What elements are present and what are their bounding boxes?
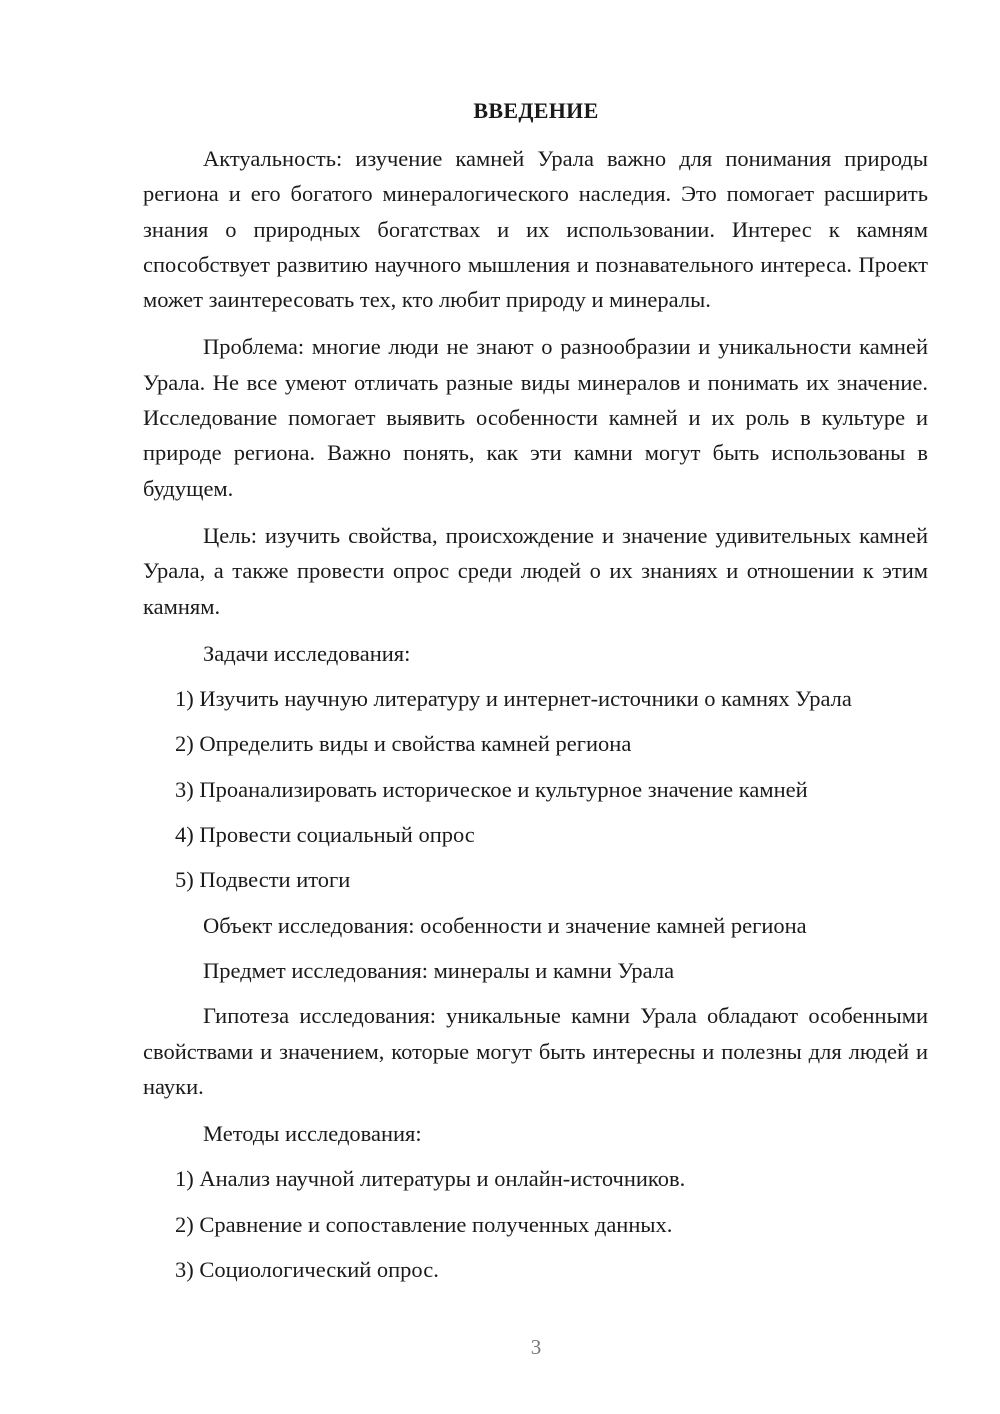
task-item-2: 2) Определить виды и свойства камней региона [175, 731, 632, 757]
tasks-heading: Задачи исследования: [203, 640, 411, 666]
research-object: Объект исследования: особенности и значение камней региона [203, 912, 807, 938]
method-item-2: 2) Сравнение и сопоставление полученных данных. [175, 1211, 673, 1237]
page-number: 3 [530, 1335, 542, 1359]
goal-paragraph: Цель: изучить свойства, происхождение и значение удивительных камней Урала, а также провести опрос среди людей о их знаниях и отношении к этим камням. [143, 522, 928, 619]
document-body [143, 141, 928, 1297]
task-item-5: 5) Подвести итоги [175, 867, 351, 893]
problem-paragraph: Проблема: многие люди не знают о разнообразии и уникальности камней Урала. Не все умеют отличать разные виды минералов и понимать их значение. Исследование помогает выявить особенности камней и их роль в культуре и природе региона. Важно понять, как эти камни могут быть использованы в будущем. [143, 334, 928, 501]
method-item-1: 1) Анализ научной литературы и онлайн-источников. [175, 1166, 686, 1192]
relevance-paragraph: Актуальность: изучение камней Урала важно для понимания природы региона и его богатого минералогического наследия. Это помогает расширить знания о природных богатствах и их использовании. Интерес к камням способствует развитию научного мышления и познавательного интереса. Проект может заинтересовать тех, кто любит природу и минералы. [143, 146, 928, 313]
page-title: ВВЕДЕНИЕ [473, 98, 599, 123]
research-subject: Предмет исследования: минералы и камни Урала [203, 957, 675, 983]
task-item-3: 3) Проанализировать историческое и культурное значение камней [175, 776, 808, 802]
method-item-3: 3) Социологический опрос. [175, 1257, 439, 1283]
task-item-1: 1) Изучить научную литературу и интернет-источники о камнях Урала [175, 686, 852, 712]
task-item-4: 4) Провести социальный опрос [175, 822, 475, 848]
hypothesis-paragraph: Гипотеза исследования: уникальные камни Урала обладают особенными свойствами и значением, которые могут быть интересны и полезны для людей и науки. [143, 1003, 928, 1099]
methods-heading: Методы исследования: [203, 1121, 422, 1147]
